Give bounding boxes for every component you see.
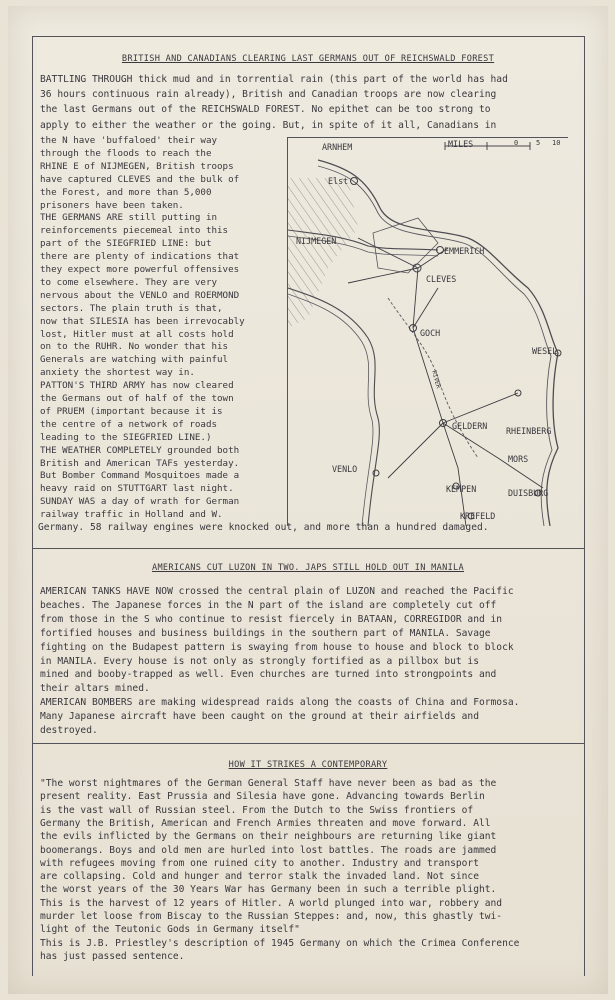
section1-column-line: PATTON'S THIRD ARMY has now cleared [40,380,234,392]
map-label-arnhem: ARNHEM [322,142,353,152]
section1-column-line: heavy raid on STUTTGART last night. [40,483,234,495]
section1-column-line: leading to the SIEGFRIED LINE.) [40,431,212,443]
section1-column-line: there are plenty of indications that [40,251,240,263]
section3-line: the evils inflicted by the Germans on their neighbours are returning like giant [40,831,497,843]
map-label-river: RIVER [430,369,442,390]
section3-heading: HOW IT STRIKES A CONTEMPORARY [228,760,388,770]
section1-column-line: to come elsewhere. They are very [40,276,218,288]
section1-heading: BRITISH AND CANADIANS CLEARING LAST GERMANS OUT OF REICHSWALD FOREST [121,54,495,64]
section1-column-line: sectors. The plain truth is that, [40,302,223,314]
section1-column-line: But Bomber Command Mosquitoes made a [40,470,240,482]
section1-column-line: they expect more powerful offensives [40,264,240,275]
map-label-goch: GOCH [420,328,441,338]
section2-line: fortified houses and business buildings in the southern part of MANILA. Savage [40,627,491,639]
section3-line: boomerangs. Boys and old men are hurled into lost battles. The roads are jammed [40,844,497,856]
section3-line: present reality. East Prussia and Silesia have gone. Advancing towards Berlin [40,791,485,803]
section3-line: has just passed sentence. [40,950,185,962]
section1-column-line: now that SILESIA has been irrevocably [40,315,245,327]
map-scale-label: MILES [448,139,474,149]
section1-column-line: prisoners have been taken. [40,199,184,211]
section3-line: Germany the British, American and French Armies threaten and move forward. All [40,817,491,829]
section1-column-line: lost, Hitler must at all costs hold [40,328,234,340]
section1-wide-line: 36 hours continuous rain already), British and Canadian troops are now clearing [40,89,497,101]
frame-right-border [584,36,585,976]
reichswald-map [287,137,568,526]
section2-line: their altars mined. [40,683,150,695]
section-divider-1 [32,548,584,549]
section1-column-line: anxiety the shortest way in. [40,367,195,379]
section3-line: with refugees moving from one ruined city to another. Industry and transport [40,857,479,869]
map-label-venlo: VENLO [332,464,358,474]
section1-wide-line: the last Germans out of the REICHSWALD FOREST. No epithet can be too strong to [40,104,491,116]
section3-line: "The worst nightmares of the German General Staff have never been as bad as the [40,778,497,789]
flood-area-hatching [288,178,358,328]
frame-top-border [32,36,584,37]
map-label-krefeld: KREFELD [460,511,496,521]
section2-line: from those in the S who continue to resist fiercely in BATAAN, CORREGIDOR and in [40,613,503,625]
section2-line: Many Japanese aircraft have been caught on the ground at their airfields and [40,711,479,723]
section1-column-line: nervous about the VENLO and ROERMOND [40,289,240,301]
section1-column-line: THE WEATHER COMPLETELY grounded both [40,444,240,456]
section2-line: beaches. The Japanese forces in the N part of the island are completely cut off [40,599,497,611]
section2-heading: AMERICANS CUT LUZON IN TWO. JAPS STILL HOLD OUT IN MANILA [151,563,464,573]
section2-line: AMERICAN BOMBERS are making widespread raids along the coasts of China and Formosa. [40,697,520,709]
section1-last-line: Germany. 58 railway engines were knocked out, and more than a hundred damaged. [38,522,489,533]
section1-column-line: railway traffic in Holland and W. [40,509,223,521]
map-label-nijmegen: NIJMEGEN [296,236,337,246]
section1-column-line: the Germans out of half of the town [40,393,234,404]
section1-column-line: RHINE E of NIJMEGEN, British troops [40,160,234,172]
map-label-rheinberg: RHEINBERG [506,426,552,436]
section2-line: fighting on the Budapest pattern is swaying from house to house and block to block [40,641,514,653]
section1-column-line: have captured CLEVES and the bulk of [40,173,240,185]
map-label-elst: Elst [328,176,349,186]
section1-column-line: part of the SIEGFRIED LINE: but [40,238,212,250]
map-scale-tick-5: 5 [536,139,541,147]
section1-wide-line: apply to either the weather or the going. But, in spite of it all, Canadians in [40,119,497,131]
section3-line: murder let loose from Biscay to the Russian Steppes: and, now, this ghastly twi- [40,911,503,922]
section1-column-line: British and American TAFs yesterday. [40,457,240,469]
map-label-geldern: GELDERN [452,421,488,431]
section-divider-2 [32,743,584,744]
map-label-moers: MORS [508,454,529,464]
map-label-duisburg: DUISBURG [508,488,549,498]
section2-line: in MANILA. Every house is not only as strongly fortified as a pillbox but is [40,655,479,667]
section1-column-line: the N have 'buffaloed' their way [40,135,218,146]
section1-column-line: the Forest, and more than 5,000 [40,186,212,198]
section2-line: mined and booby-trapped as well. Even churches are turned into strongpoints and [40,669,497,681]
section3-line: light of the Teutonic Gods in Germany itself" [40,924,300,936]
section1-column-line: Generals are watching with painful [40,354,229,366]
map-label-kempen: KEMPEN [446,484,477,494]
section1-column-line: reinforcements piecemeal into this [40,225,229,237]
section1-column-line: on to the RUHR. No wonder that his [40,341,229,353]
section3-line: This is the harvest of 12 years of Hitler. A world plunged into war, robbery and [40,897,503,909]
town-markers [351,178,562,520]
section3-line: are collapsing. Cold and hunger and terror stalk the invaded land. Not since [40,871,479,883]
map-label-wesel: WESEL [532,346,558,356]
map-label-cleves: CLEVES [426,274,457,284]
section2-line: AMERICAN TANKS HAVE NOW crossed the central plain of LUZON and reached the Pacific [40,586,514,597]
frame-left-border [32,36,33,976]
section1-column-line: of PRUEM (important because it is [40,405,223,417]
section3-line: the worst years of the 30 Years War has Germany been in such a terrible plight. [40,884,497,896]
section3-line: is the vast wall of Russian steel. From the Dutch to the Swiss frontiers of [40,804,474,816]
section1-column-line: SUNDAY WAS a day of wrath for German [40,496,240,508]
section1-column-line: the centre of a network of roads [40,418,218,430]
map-scale-tick-10: 10 [552,139,561,147]
section1-wide-line: BATTLING THROUGH thick mud and in torrential rain (this part of the world has had [40,74,508,85]
section2-line: destroyed. [40,725,98,736]
section3-line: This is J.B. Priestley's description of 1945 Germany on which the Crimea Conference [40,937,520,949]
map-scale-tick-0: 0 [514,139,519,147]
section1-column-line: THE GERMANS ARE still putting in [40,212,218,224]
section1-column-line: through the floods to reach the [40,147,212,159]
map-label-emmerich: EMMERICH [444,246,485,256]
